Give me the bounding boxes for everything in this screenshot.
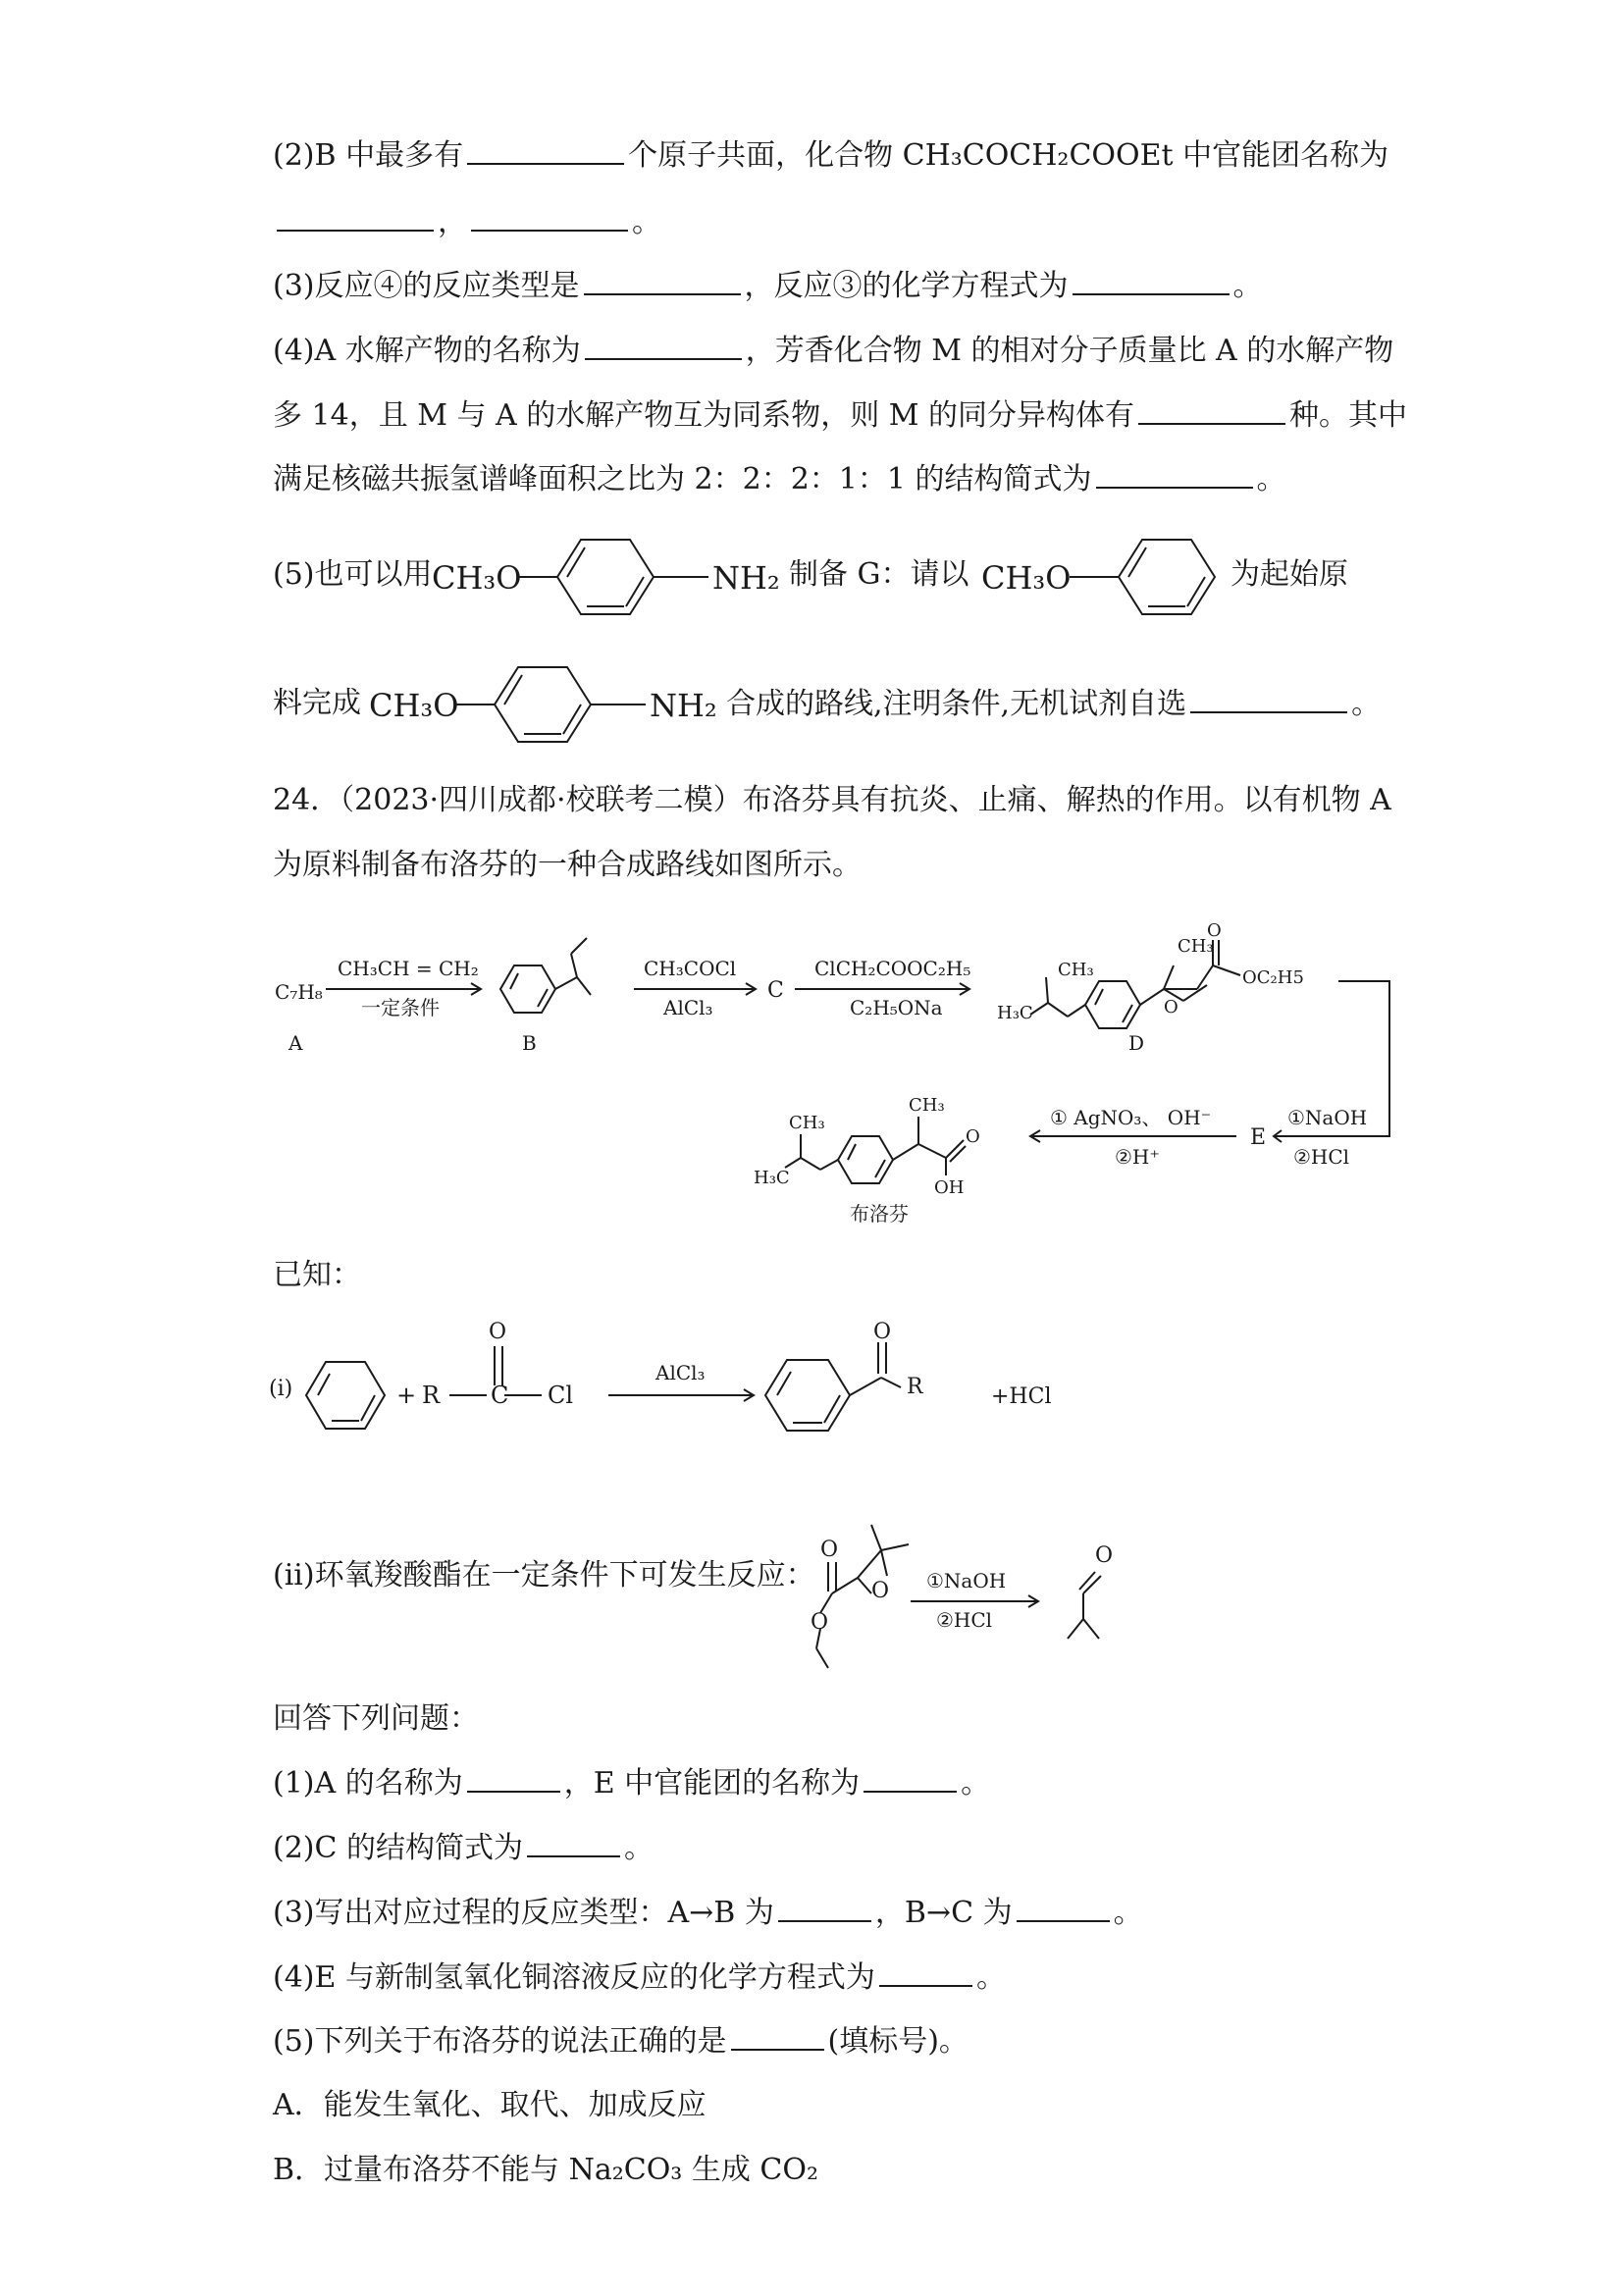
svg-text:O: O [1207, 920, 1222, 941]
svg-text:CH₃CH = CH₂: CH₃CH = CH₂ [338, 957, 479, 980]
answer-blank[interactable] [1073, 266, 1230, 295]
answer-blank[interactable] [277, 202, 434, 232]
svg-text:②HCl: ②HCl [936, 1608, 993, 1632]
q24-intro-line1: 24．（2023·四川成都·校联考二模）布洛芬具有抗炎、止痛、解热的作用。以有机物 A [273, 783, 1391, 817]
q23-part5-text-b: 制备 G：请以 [789, 557, 969, 592]
svg-text:OH: OH [934, 1177, 965, 1198]
svg-text:D: D [1128, 1031, 1145, 1055]
answer-blank[interactable] [1017, 1893, 1110, 1922]
q23-part3: (3)反应④的反应类型是 ，反应③的化学方程式为 。 [273, 266, 1263, 306]
svg-text:CH₃: CH₃ [909, 1095, 945, 1116]
answer-blank[interactable] [467, 135, 624, 165]
svg-text:布洛芬: 布洛芬 [850, 1202, 909, 1226]
svg-text:① AgNO₃、 OH⁻: ① AgNO₃、 OH⁻ [1050, 1106, 1212, 1129]
svg-text:AlCl₃: AlCl₃ [655, 1361, 706, 1384]
svg-text:C₂H₅ONa: C₂H₅ONa [850, 996, 943, 1019]
svg-text:CH₃: CH₃ [1058, 960, 1094, 980]
svg-text:CH₃: CH₃ [789, 1113, 825, 1133]
svg-text:CH₃O: CH₃O [981, 559, 1072, 597]
svg-text:+HCl: +HCl [991, 1384, 1052, 1409]
svg-text:C: C [767, 978, 784, 1003]
q24-part2: (2)C 的结构简式为 。 [273, 1828, 654, 1868]
answer-blank[interactable] [731, 2021, 824, 2051]
known-reaction-1 [265, 1305, 1089, 1462]
q24-part5: (5)下列关于布洛芬的说法正确的是 (填标号)。 [273, 2021, 969, 2061]
option-b[interactable]: B．过量布洛芬不能与 Na₂CO₃ 生成 CO₂ [273, 2153, 818, 2187]
svg-text:AlCl₃: AlCl₃ [663, 996, 713, 1019]
answer-blank[interactable] [527, 1828, 620, 1857]
svg-text:O: O [873, 1320, 892, 1344]
q23-part5-line2: 料完成 [273, 686, 361, 720]
q23-part4-line3: 满足核磁共振氢谱峰面积之比为 2：2：2：1：1 的结构简式为 。 [273, 459, 1286, 499]
answer-blank[interactable] [778, 1893, 871, 1922]
svg-text:ClCH₂COOC₂H₅: ClCH₂COOC₂H₅ [814, 957, 971, 980]
svg-text:O: O [966, 1126, 980, 1147]
svg-text:R: R [907, 1375, 923, 1399]
anisole-structure [981, 528, 1236, 622]
svg-text:Cl: Cl [548, 1382, 574, 1409]
answer-heading: 回答下列问题： [273, 1701, 479, 1736]
q23-part2-line2: ， 。 [273, 202, 661, 242]
svg-text:②H⁺: ②H⁺ [1115, 1145, 1160, 1169]
svg-text:H₃C: H₃C [997, 1003, 1033, 1023]
svg-text:O: O [1164, 997, 1178, 1018]
svg-text:②HCl: ②HCl [1293, 1145, 1350, 1169]
anisidine-structure-2 [365, 655, 748, 750]
svg-text:+: + [396, 1382, 417, 1409]
svg-text:B: B [522, 1031, 537, 1055]
q23-part5-text-c: 为起始原 [1230, 557, 1348, 592]
q23-part4-line2: 多 14，且 M 与 A 的水解产物互为同系物，则 M 的同分异构体有 种。其中 [273, 395, 1407, 436]
answer-blank[interactable] [585, 331, 742, 360]
answer-blank[interactable] [467, 1763, 560, 1793]
answer-blank[interactable] [1096, 459, 1253, 489]
svg-text:NH₂: NH₂ [712, 559, 780, 597]
answer-blank[interactable] [584, 266, 741, 295]
svg-text:H₃C: H₃C [754, 1168, 790, 1188]
svg-text:C₇H₈: C₇H₈ [275, 980, 323, 1004]
svg-text:NH₂: NH₂ [650, 687, 717, 724]
svg-text:O: O [1095, 1543, 1114, 1568]
svg-text:R: R [422, 1382, 441, 1409]
q24-part1: (1)A 的名称为 ，E 中官能团的名称为 。 [273, 1763, 990, 1803]
svg-text:CH₃O: CH₃O [369, 687, 459, 724]
answer-blank[interactable] [1190, 684, 1347, 713]
option-a[interactable]: A．能发生氧化、取代、加成反应 [273, 2088, 707, 2122]
svg-text:CH₃: CH₃ [1178, 936, 1214, 957]
answer-blank[interactable] [864, 1763, 957, 1793]
answer-blank[interactable] [1138, 395, 1285, 425]
svg-text:CH₃COCl: CH₃COCl [644, 957, 737, 980]
q23-part2-line1: (2)B 中最多有 个原子共面，化合物 CH₃COCH₂COOEt 中官能团名称为 [273, 135, 1388, 176]
answer-blank[interactable] [879, 1957, 972, 1987]
answer-blank[interactable] [471, 202, 628, 232]
svg-text:A: A [288, 1031, 303, 1055]
svg-text:O: O [811, 1610, 829, 1635]
svg-text:OC₂H5: OC₂H5 [1242, 967, 1304, 988]
q24-part3: (3)写出对应过程的反应类型：A→B 为 ，B→C 为 。 [273, 1893, 1143, 1933]
svg-text:O: O [820, 1538, 839, 1562]
known-heading: 已知： [273, 1258, 361, 1292]
anisidine-structure [428, 528, 811, 622]
svg-text:O: O [489, 1320, 507, 1344]
synthesis-scheme [265, 893, 1423, 1246]
q24-part4: (4)E 与新制氢氧化铜溶液反应的化学方程式为 。 [273, 1957, 1006, 1998]
svg-text:一定条件: 一定条件 [361, 996, 440, 1019]
q23-part4-line1: (4)A 水解产物的名称为 ，芳香化合物 M 的相对分子质量比 A 的水解产物 [273, 331, 1393, 371]
q23-part5-text-e: 合成的路线,注明条件,无机试剂自选 。 [726, 684, 1381, 724]
svg-text:O: O [871, 1579, 890, 1603]
known-reaction-2 [789, 1491, 1142, 1678]
svg-text:C: C [491, 1382, 509, 1409]
svg-text:(i): (i) [269, 1377, 293, 1401]
svg-text:E: E [1250, 1125, 1267, 1150]
known-reaction-2-text: (ii)环氧羧酸酯在一定条件下可发生反应： [273, 1558, 815, 1592]
q23-part5-line1: (5)也可以用 [273, 557, 433, 592]
svg-text:①NaOH: ①NaOH [926, 1569, 1007, 1592]
svg-text:CH₃O: CH₃O [432, 559, 522, 597]
q24-intro-line2: 为原料制备布洛芬的一种合成路线如图所示。 [273, 848, 862, 882]
svg-text:①NaOH: ①NaOH [1287, 1106, 1368, 1129]
